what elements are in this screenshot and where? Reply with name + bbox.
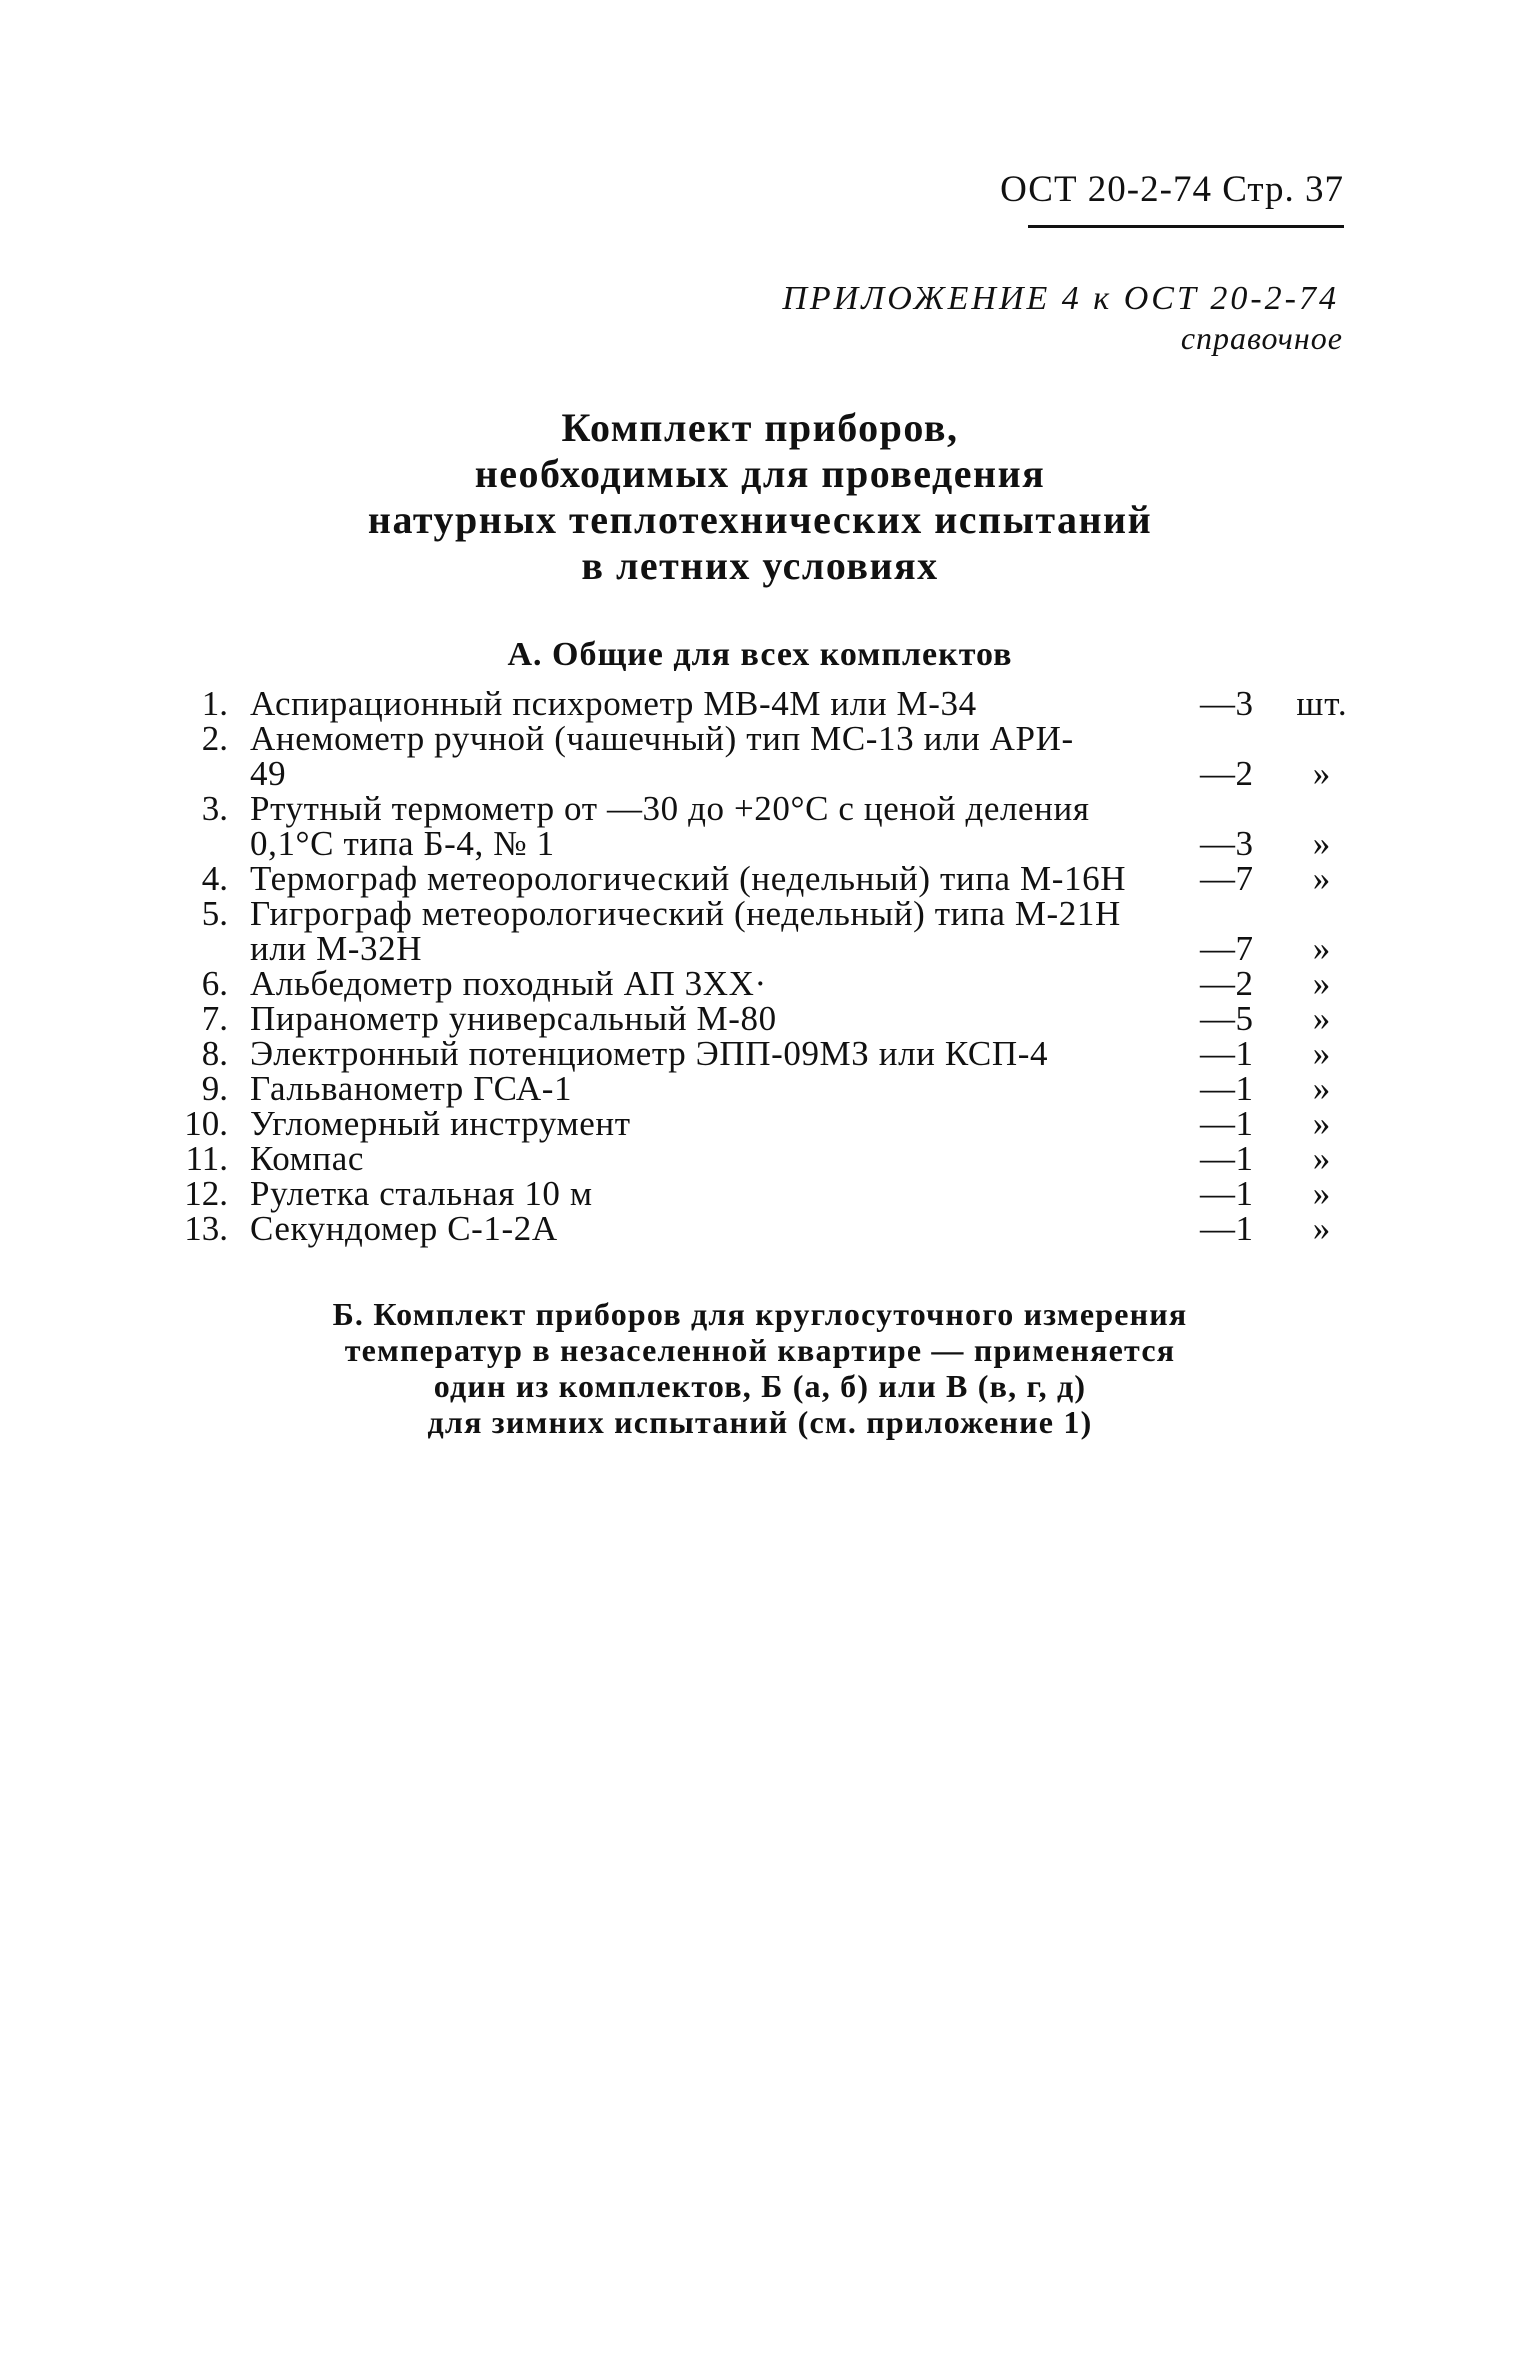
item-text: Секундомер С-1-2А <box>250 1209 558 1248</box>
item-text: Аспирационный психрометр МВ-4М или М-34 <box>250 684 977 723</box>
appendix-note: справочное <box>1180 320 1343 356</box>
item-unit: » <box>1312 1209 1332 1248</box>
list-item <box>170 861 1370 896</box>
item-unit: » <box>1312 999 1332 1038</box>
item-quantity: —5 <box>1200 999 1254 1038</box>
item-text: Электронный потенциометр ЭПП-09МЗ или КСП-4 <box>250 1034 1049 1073</box>
item-unit: шт. <box>1296 684 1348 723</box>
item-quantity: —1 <box>1200 1104 1254 1143</box>
item-text: Пиранометр универсальный М-80 <box>250 999 777 1038</box>
item-quantity: —3 <box>1200 684 1254 723</box>
title-line: натурных теплотехнических испытаний <box>367 497 1153 542</box>
list-item <box>170 686 1370 721</box>
item-quantity: —7 <box>1200 859 1254 898</box>
item-text-continued: 49 <box>250 754 287 793</box>
item-unit: » <box>1312 964 1332 1003</box>
section-a-heading: А. Общие для всех комплектов <box>507 636 1013 673</box>
item-unit: » <box>1312 1069 1332 1108</box>
item-number: 10. <box>184 1104 228 1143</box>
item-quantity: —1 <box>1200 1139 1254 1178</box>
item-number: 1. <box>201 684 228 723</box>
item-text: Рулетка стальная 10 м <box>250 1174 593 1213</box>
item-unit: » <box>1312 859 1332 898</box>
item-quantity: —2 <box>1200 964 1254 1003</box>
item-number: 5. <box>201 894 228 933</box>
list-item <box>170 791 1370 861</box>
item-number: 12. <box>184 1174 228 1213</box>
item-quantity: —1 <box>1200 1174 1254 1213</box>
item-text: Гальванометр ГСА-1 <box>250 1069 573 1108</box>
list-item <box>170 1071 1370 1106</box>
section-b-line: для зимних испытаний (см. приложение 1) <box>427 1404 1093 1440</box>
item-text-continued: или М-32Н <box>250 929 423 968</box>
list-item <box>170 1141 1370 1176</box>
list-item <box>170 1211 1370 1246</box>
section-b-line: Б. Комплект приборов для круглосуточного измерения <box>332 1296 1188 1332</box>
item-text-continued: 0,1°С типа Б-4, № 1 <box>250 824 555 863</box>
item-unit: » <box>1312 754 1332 793</box>
item-text: Альбедометр походный АП 3ХХ· <box>250 964 767 1003</box>
list-item <box>170 1036 1370 1071</box>
item-number: 13. <box>184 1209 228 1248</box>
item-text: Компас <box>250 1139 364 1178</box>
item-quantity: —7 <box>1200 929 1254 968</box>
list-item <box>170 896 1370 966</box>
section-b-heading <box>200 1296 1320 1440</box>
list-item <box>170 1106 1370 1141</box>
item-quantity: —1 <box>1200 1034 1254 1073</box>
item-quantity: —2 <box>1200 754 1254 793</box>
item-unit: » <box>1312 1034 1332 1073</box>
item-number: 7. <box>201 999 228 1038</box>
document-title <box>300 405 1220 589</box>
item-text: Гигрограф метеорологический (недельный) типа М-21Н <box>250 894 1121 933</box>
item-quantity: —1 <box>1200 1209 1254 1248</box>
item-text: Анемометр ручной (чашечный) тип МС-13 или АРИ- <box>250 719 1074 758</box>
item-text: Угломерный инструмент <box>250 1104 631 1143</box>
header-rule <box>1028 225 1344 228</box>
item-unit: » <box>1312 1174 1332 1213</box>
list-item <box>170 721 1370 791</box>
appendix-title: ПРИЛОЖЕНИЕ 4 к ОСТ 20-2-74 <box>782 280 1339 317</box>
item-number: 9. <box>201 1069 228 1108</box>
item-number: 6. <box>201 964 228 1003</box>
item-text: Ртутный термометр от —30 до +20°С с ценой деления <box>250 789 1090 828</box>
item-unit: » <box>1312 1104 1332 1143</box>
section-b-line: температур в незаселенной квартире — применяется <box>344 1332 1176 1368</box>
item-number: 2. <box>201 719 228 758</box>
item-number: 11. <box>185 1139 228 1178</box>
item-unit: » <box>1312 824 1332 863</box>
item-unit: » <box>1312 929 1332 968</box>
title-line: необходимых для проведения <box>474 451 1046 496</box>
item-text: Термограф метеорологический (недельный) типа М-16Н <box>250 859 1127 898</box>
item-quantity: —1 <box>1200 1069 1254 1108</box>
page-header: ОСТ 20-2-74 Стр. 37 <box>1000 169 1344 210</box>
item-number: 4. <box>201 859 228 898</box>
title-line: в летних условиях <box>581 543 939 588</box>
title-line: Комплект приборов, <box>561 405 959 450</box>
item-quantity: —3 <box>1200 824 1254 863</box>
item-number: 8. <box>201 1034 228 1073</box>
section-b-line: один из комплектов, Б (а, б) или В (в, г, д) <box>433 1368 1087 1404</box>
item-unit: » <box>1312 1139 1332 1178</box>
list-item <box>170 1001 1370 1036</box>
list-item <box>170 966 1370 1001</box>
item-number: 3. <box>201 789 228 828</box>
list-item <box>170 1176 1370 1211</box>
instrument-list <box>170 686 1370 1246</box>
